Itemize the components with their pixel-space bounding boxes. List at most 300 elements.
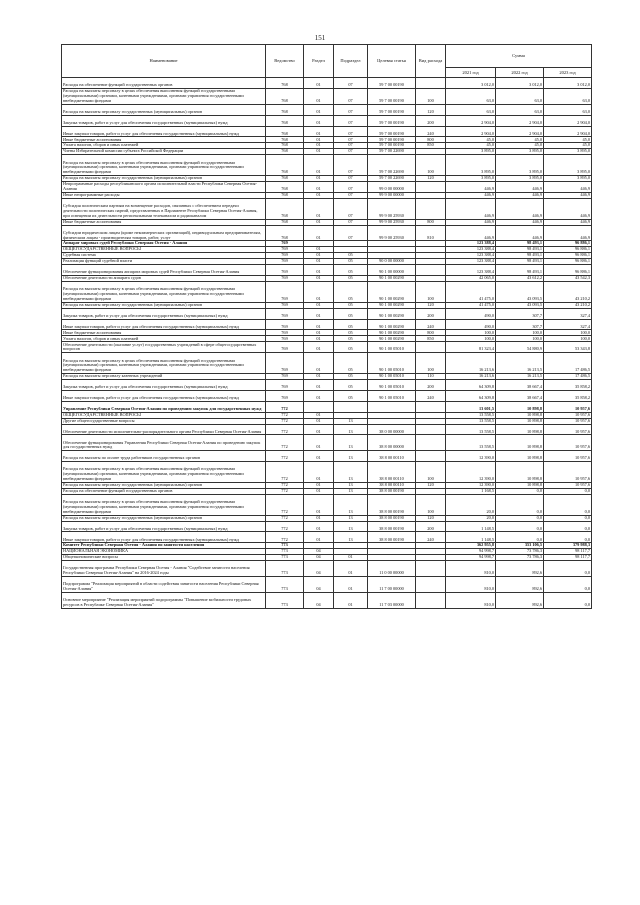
row-ministry: 769 xyxy=(266,265,304,276)
row-expense-type xyxy=(416,198,446,219)
row-subsection: 05 xyxy=(334,281,368,302)
row-expense-type: 100 xyxy=(416,155,446,176)
row-sum-2023: 100,0 xyxy=(544,330,592,336)
row-sum-2022: 0,0 xyxy=(496,494,544,515)
row-section: 01 xyxy=(304,181,334,192)
row-name: Расходы на выплаты персоналу в целях обеспечения выполнения функций государственными (муниципальными) органами, казенными учреждениями, органами управления государственными внебюджетными фондами xyxy=(62,462,266,483)
row-ministry: 769 xyxy=(266,336,304,342)
row-sum-2022: 43 093,5 xyxy=(496,281,544,302)
row-name: Комитет Республики Северная Осетия - Алания по занятости населения xyxy=(62,543,266,549)
row-ministry: 768 xyxy=(266,115,304,126)
table-row xyxy=(62,308,592,319)
row-expense-type xyxy=(416,342,446,353)
row-expense-type: 100 xyxy=(416,88,446,104)
row-name: Субсидии юридическим лицам (кроме некоммерческих организаций), индивидуальным предпринимателям, физическим лицам - производителям товаров, работ, услуг xyxy=(62,225,266,241)
row-name: Расходы на выплаты персоналу государственных (муниципальных) органов xyxy=(62,482,266,488)
row-subsection: 05 xyxy=(334,308,368,319)
row-expense-type xyxy=(416,401,446,412)
row-subsection: 13 xyxy=(334,494,368,515)
row-name: Иные закупки товаров, работ и услуг для обеспечения государственных (муниципальных) нужд xyxy=(62,390,266,401)
row-section: 01 xyxy=(304,353,334,374)
row-sum-2022: 353 106,5 xyxy=(496,543,544,549)
row-name: Судебная система xyxy=(62,253,266,259)
row-sum-2021: 123 388,4 xyxy=(446,241,496,247)
row-target: 90 1 00 00290 xyxy=(368,330,416,336)
row-subsection: 13 xyxy=(334,418,368,424)
row-expense-type: 200 xyxy=(416,521,446,532)
table-row xyxy=(62,576,592,592)
row-ministry: 773 xyxy=(266,576,304,592)
row-sum-2021: 16 213,6 xyxy=(446,353,496,374)
row-ministry: 772 xyxy=(266,521,304,532)
row-section: 01 xyxy=(304,198,334,219)
row-ministry: 769 xyxy=(266,241,304,247)
row-sum-2022: 3 895,0 xyxy=(496,155,544,176)
table-row xyxy=(62,592,592,608)
row-name: Иные бюджетные ассигнования xyxy=(62,330,266,336)
row-subsection: 07 xyxy=(334,149,368,155)
row-section: 01 xyxy=(304,78,334,89)
row-sum-2021: 1 168,5 xyxy=(446,488,496,494)
row-expense-type: 100 xyxy=(416,494,446,515)
row-target: 38 8 00 00110 xyxy=(368,482,416,488)
row-expense-type: 850 xyxy=(416,143,446,149)
row-sum-2021: 94 998,7 xyxy=(446,549,496,555)
row-target: 99 9 00 25930 xyxy=(368,219,416,225)
row-ministry: 768 xyxy=(266,198,304,219)
row-section: 01 xyxy=(304,374,334,380)
table-row xyxy=(62,342,592,353)
row-sum-2023: 0,0 xyxy=(544,592,592,608)
row-sum-2023: 10 957,6 xyxy=(544,462,592,483)
row-subsection: 07 xyxy=(334,137,368,143)
row-section: 04 xyxy=(304,561,334,577)
row-target: 99 9 00 25930 xyxy=(368,198,416,219)
row-ministry: 772 xyxy=(266,401,304,412)
row-expense-type: 120 xyxy=(416,482,446,488)
row-subsection: 13 xyxy=(334,515,368,521)
row-name: Обеспечение деятельности аппарата судов xyxy=(62,276,266,282)
row-sum-2021: 123 388,4 xyxy=(446,247,496,253)
row-section: 01 xyxy=(304,137,334,143)
row-sum-2021: 490,0 xyxy=(446,319,496,330)
header-expense-type: Вид расхода xyxy=(416,45,446,78)
row-sum-2022: 2 904,0 xyxy=(496,126,544,137)
row-expense-type: 100 xyxy=(416,353,446,374)
budget-table xyxy=(61,44,592,609)
row-subsection: 05 xyxy=(334,353,368,374)
row-sum-2023: 10 957,6 xyxy=(544,451,592,462)
row-expense-type xyxy=(416,561,446,577)
row-ministry: 768 xyxy=(266,176,304,182)
row-name: Непрограммные расходы республиканского органа исполнительной власти Республики Северная Осетия-Алания xyxy=(62,181,266,192)
row-sum-2022: 100,0 xyxy=(496,330,544,336)
row-sum-2022: 45,0 xyxy=(496,137,544,143)
row-ministry: 768 xyxy=(266,104,304,115)
row-expense-type: 200 xyxy=(416,379,446,390)
row-target: 59 7 00 00190 xyxy=(368,78,416,89)
table-row xyxy=(62,435,592,451)
row-sum-2021: 63,0 xyxy=(446,104,496,115)
row-sum-2021: 446,9 xyxy=(446,192,496,198)
table-row xyxy=(62,319,592,330)
row-ministry: 768 xyxy=(266,219,304,225)
row-sum-2021: 81 323,4 xyxy=(446,342,496,353)
table-row xyxy=(62,353,592,374)
row-expense-type xyxy=(416,576,446,592)
row-section: 01 xyxy=(304,379,334,390)
row-target: 90 1 00 00290 xyxy=(368,276,416,282)
table-row xyxy=(62,462,592,483)
row-expense-type: 120 xyxy=(416,302,446,308)
row-sum-2023: 3 895,0 xyxy=(544,176,592,182)
row-sum-2022: 98 493,1 xyxy=(496,253,544,259)
table-row xyxy=(62,401,592,412)
row-subsection: 07 xyxy=(334,219,368,225)
row-sum-2021: 1 148,5 xyxy=(446,521,496,532)
row-subsection: 13 xyxy=(334,451,368,462)
row-name: Субсидия политическим партиям на возмещение расходов, связанных с обеспечением передачи деятельности политических партий, представленных в Парламенте Республики Северная Осетия-Алания, при освещении их деятельности региональными телеканалом и радиоканалом xyxy=(62,198,266,219)
row-sum-2022: 3 012,0 xyxy=(496,78,544,89)
row-subsection: 01 xyxy=(334,576,368,592)
row-target: 90 1 00 00290 xyxy=(368,319,416,330)
row-ministry: 773 xyxy=(266,549,304,555)
row-section: 01 xyxy=(304,276,334,282)
row-section: 01 xyxy=(304,143,334,149)
row-target: 11 7 00 00000 xyxy=(368,576,416,592)
row-section: 01 xyxy=(304,259,334,265)
table-row xyxy=(62,88,592,104)
row-name: ОБЩЕГОСУДАРСТВЕННЫЕ ВОПРОСЫ xyxy=(62,247,266,253)
row-ministry: 769 xyxy=(266,259,304,265)
row-name: Иные непрограммные расходы xyxy=(62,192,266,198)
row-sum-2022: 3 895,0 xyxy=(496,176,544,182)
row-target: 38 8 00 00110 xyxy=(368,451,416,462)
table-row xyxy=(62,451,592,462)
row-sum-2021: 41 475,0 xyxy=(446,281,496,302)
row-name: Закупка товаров, работ и услуг для обеспечения государственных (муниципальных) нужд xyxy=(62,379,266,390)
row-sum-2023: 43 210,2 xyxy=(544,302,592,308)
row-section: 01 xyxy=(304,176,334,182)
row-target: 59 7 00 00190 xyxy=(368,88,416,104)
row-ministry: 773 xyxy=(266,592,304,608)
row-sum-2022: 0,0 xyxy=(496,521,544,532)
table-row xyxy=(62,115,592,126)
row-sum-2021: 13 558,5 xyxy=(446,435,496,451)
row-subsection: 05 xyxy=(334,253,368,259)
row-target: 90 0 00 00000 xyxy=(368,259,416,265)
row-sum-2022: 2 904,0 xyxy=(496,115,544,126)
row-target: 38 0 00 00000 xyxy=(368,424,416,435)
row-ministry: 769 xyxy=(266,379,304,390)
row-subsection: 07 xyxy=(334,192,368,198)
row-section: 04 xyxy=(304,555,334,561)
row-ministry: 768 xyxy=(266,192,304,198)
row-sum-2023: 43 210,2 xyxy=(544,281,592,302)
row-ministry: 769 xyxy=(266,253,304,259)
row-ministry: 768 xyxy=(266,78,304,89)
row-ministry: 769 xyxy=(266,374,304,380)
row-ministry: 772 xyxy=(266,424,304,435)
row-sum-2023: 17 486,5 xyxy=(544,353,592,374)
row-target: 90 1 00 00290 xyxy=(368,302,416,308)
row-name: Расходы на выплаты персоналу казенных учреждений xyxy=(62,374,266,380)
row-expense-type: 810 xyxy=(416,225,446,241)
row-subsection: 05 xyxy=(334,379,368,390)
row-expense-type: 120 xyxy=(416,104,446,115)
row-expense-type xyxy=(416,265,446,276)
row-target: 59 7 00 22690 xyxy=(368,176,416,182)
row-ministry: 769 xyxy=(266,330,304,336)
row-expense-type xyxy=(416,424,446,435)
row-target: 59 7 00 00190 xyxy=(368,126,416,137)
row-target: 38 8 00 00190 xyxy=(368,521,416,532)
row-sum-2021: 13 558,5 xyxy=(446,424,496,435)
row-subsection: 13 xyxy=(334,435,368,451)
row-sum-2021: 3 895,0 xyxy=(446,149,496,155)
row-subsection: 07 xyxy=(334,176,368,182)
row-subsection: 07 xyxy=(334,225,368,241)
header-target: Целевая статья xyxy=(368,45,416,78)
row-sum-2023: 446,9 xyxy=(544,225,592,241)
row-sum-2023: 3 895,0 xyxy=(544,155,592,176)
row-ministry: 769 xyxy=(266,308,304,319)
row-sum-2023: 53 343,8 xyxy=(544,342,592,353)
row-expense-type xyxy=(416,451,446,462)
row-ministry: 772 xyxy=(266,532,304,543)
table-row xyxy=(62,126,592,137)
row-ministry: 772 xyxy=(266,418,304,424)
row-subsection: 01 xyxy=(334,592,368,608)
row-sum-2021: 64 309,8 xyxy=(446,379,496,390)
row-sum-2021: 490,0 xyxy=(446,308,496,319)
row-sum-2023: 10 957,6 xyxy=(544,424,592,435)
row-sum-2023: 327,4 xyxy=(544,308,592,319)
table-row xyxy=(62,424,592,435)
row-sum-2023: 63,0 xyxy=(544,88,592,104)
row-sum-2021: 810,0 xyxy=(446,576,496,592)
row-sum-2021: 13 558,5 xyxy=(446,412,496,418)
table-body xyxy=(62,78,592,609)
header-year-2021: 2021 год xyxy=(446,68,496,78)
row-sum-2021: 41 475,0 xyxy=(446,302,496,308)
row-target: 11 0 00 00000 xyxy=(368,561,416,577)
row-target: 59 7 00 00190 xyxy=(368,143,416,149)
row-target: 38 8 00 00000 xyxy=(368,435,416,451)
row-sum-2023: 10 957,6 xyxy=(544,418,592,424)
row-name: НАЦИОНАЛЬНАЯ ЭКОНОМИКА xyxy=(62,549,266,555)
row-subsection: 13 xyxy=(334,482,368,488)
row-sum-2023: 10 957,6 xyxy=(544,435,592,451)
row-target: 38 8 00 00190 xyxy=(368,515,416,521)
row-section: 01 xyxy=(304,281,334,302)
row-name: Общеэкономические вопросы xyxy=(62,555,266,561)
row-target: 90 1 00 05010 xyxy=(368,390,416,401)
row-ministry: 769 xyxy=(266,353,304,374)
row-section: 01 xyxy=(304,247,334,253)
row-section: 01 xyxy=(304,336,334,342)
row-name: Иные бюджетные ассигнования xyxy=(62,137,266,143)
row-name: Государственная программа Республики Северная Осетия - Алания "Содействие занятости населения Республики Северная Осетия-Алания" на 2016-2024 годы xyxy=(62,561,266,577)
table-row xyxy=(62,104,592,115)
row-section: 01 xyxy=(304,330,334,336)
row-subsection: 07 xyxy=(334,143,368,149)
row-sum-2023: 0,0 xyxy=(544,515,592,521)
header-subsection: Подраздел xyxy=(334,45,368,78)
row-target: 90 1 00 05010 xyxy=(368,379,416,390)
row-sum-2021: 1 148,5 xyxy=(446,532,496,543)
row-subsection: 01 xyxy=(334,561,368,577)
row-target: 90 1 00 05010 xyxy=(368,353,416,374)
row-name: Реализация функций судебной власти xyxy=(62,259,266,265)
row-sum-2022: 63,0 xyxy=(496,88,544,104)
row-ministry: 769 xyxy=(266,302,304,308)
row-section: 01 xyxy=(304,149,334,155)
row-section: 01 xyxy=(304,155,334,176)
row-target: 90 1 00 05010 xyxy=(368,342,416,353)
row-ministry: 773 xyxy=(266,543,304,549)
row-expense-type: 200 xyxy=(416,308,446,319)
page-number: 151 xyxy=(314,34,326,42)
row-target: 99 9 00 00000 xyxy=(368,192,416,198)
row-target: 59 7 00 22690 xyxy=(368,155,416,176)
row-ministry: 772 xyxy=(266,435,304,451)
row-sum-2023: 98 117,7 xyxy=(544,555,592,561)
row-target: 38 8 00 00110 xyxy=(368,462,416,483)
row-name: Расходы на выплаты персоналу в целях обеспечения выполнения функций государственными (муниципальными) органами, казенными учреждениями, органами управления государственными внебюджетными фондами xyxy=(62,494,266,515)
row-sum-2022: 10 898,8 xyxy=(496,451,544,462)
table-row xyxy=(62,281,592,302)
table-row xyxy=(62,78,592,89)
row-sum-2021: 123 388,4 xyxy=(446,259,496,265)
row-sum-2022: 446,9 xyxy=(496,198,544,219)
row-name: Расходы на выплаты персоналу государственных (муниципальных) органов xyxy=(62,302,266,308)
row-sum-2021: 45,0 xyxy=(446,143,496,149)
row-subsection: 05 xyxy=(334,374,368,380)
row-section: 01 xyxy=(304,225,334,241)
header-year-2022: 2022 год xyxy=(496,68,544,78)
row-sum-2022: 10 898,8 xyxy=(496,462,544,483)
table-row xyxy=(62,494,592,515)
row-sum-2023: 45,0 xyxy=(544,143,592,149)
row-ministry: 772 xyxy=(266,488,304,494)
row-subsection: 05 xyxy=(334,330,368,336)
row-ministry: 769 xyxy=(266,281,304,302)
row-subsection: 07 xyxy=(334,88,368,104)
row-subsection: 05 xyxy=(334,319,368,330)
row-subsection: 07 xyxy=(334,78,368,89)
row-section: 01 xyxy=(304,451,334,462)
row-target xyxy=(368,401,416,412)
row-ministry: 769 xyxy=(266,247,304,253)
row-section: 01 xyxy=(304,482,334,488)
row-expense-type: 240 xyxy=(416,319,446,330)
row-target: 99 9 00 25930 xyxy=(368,225,416,241)
row-sum-2023: 43 542,3 xyxy=(544,276,592,282)
row-sum-2023: 96 886,1 xyxy=(544,259,592,265)
row-subsection: 13 xyxy=(334,424,368,435)
row-sum-2021: 100,0 xyxy=(446,330,496,336)
row-subsection: 07 xyxy=(334,126,368,137)
row-subsection: 05 xyxy=(334,259,368,265)
row-sum-2022: 10 898,8 xyxy=(496,424,544,435)
row-ministry: 768 xyxy=(266,88,304,104)
row-name: Основное мероприятие "Реализация мероприятий подпрограммы "Повышение мобильности трудовых ресурсов в Республике Северная Осетия-Алания" xyxy=(62,592,266,608)
row-section: 01 xyxy=(304,435,334,451)
row-sum-2022: 446,9 xyxy=(496,192,544,198)
row-sum-2023: 2 904,0 xyxy=(544,126,592,137)
row-name: Расходы на выплаты персоналу в целях обеспечения выполнения функций государственными (муниципальными) органами, казенными учреждениями, органами управления государственными внебюджетными фондами xyxy=(62,281,266,302)
row-section: 01 xyxy=(304,488,334,494)
row-sum-2021: 64 309,8 xyxy=(446,390,496,401)
row-section: 01 xyxy=(304,418,334,424)
row-sum-2022: 10 898,8 xyxy=(496,482,544,488)
row-name: Члены Избирательной комиссии субъекта Российской Федерации xyxy=(62,149,266,155)
row-ministry: 773 xyxy=(266,555,304,561)
row-sum-2022: 98 493,1 xyxy=(496,247,544,253)
row-sum-2022: 16 213,5 xyxy=(496,374,544,380)
row-sum-2023: 0,0 xyxy=(544,576,592,592)
row-sum-2022: 307,7 xyxy=(496,308,544,319)
row-target: 38 8 00 00190 xyxy=(368,532,416,543)
row-subsection: 05 xyxy=(334,342,368,353)
row-section: 01 xyxy=(304,390,334,401)
row-section: 01 xyxy=(304,462,334,483)
row-expense-type: 850 xyxy=(416,336,446,342)
row-ministry: 769 xyxy=(266,390,304,401)
row-sum-2021: 362 955,8 xyxy=(446,543,496,549)
row-name: Расходы на выплаты персоналу государственных (муниципальных) органов xyxy=(62,104,266,115)
row-sum-2021: 446,9 xyxy=(446,181,496,192)
row-expense-type: 240 xyxy=(416,390,446,401)
row-ministry: 772 xyxy=(266,451,304,462)
row-sum-2023: 446,9 xyxy=(544,181,592,192)
row-sum-2022: 45,0 xyxy=(496,143,544,149)
row-target: 59 7 00 00190 xyxy=(368,104,416,115)
row-sum-2023: 17 486,5 xyxy=(544,374,592,380)
row-sum-2023: 0,0 xyxy=(544,532,592,543)
row-subsection: 13 xyxy=(334,462,368,483)
row-sum-2022: 98 493,1 xyxy=(496,265,544,276)
row-name: Закупка товаров, работ и услуг для обеспечения государственных (муниципальных) нужд xyxy=(62,115,266,126)
row-name: Обеспечение функционирования Управления Республики Северная Осетия-Алания по проведению закупок для государственных нужд xyxy=(62,435,266,451)
table-row xyxy=(62,198,592,219)
row-sum-2021: 3 895,0 xyxy=(446,176,496,182)
table-row xyxy=(62,155,592,176)
row-target: 90 1 00 00290 xyxy=(368,336,416,342)
row-ministry: 769 xyxy=(266,319,304,330)
row-target: 11 7 03 00000 xyxy=(368,592,416,608)
row-subsection: 13 xyxy=(334,488,368,494)
row-sum-2023: 96 886,1 xyxy=(544,247,592,253)
row-expense-type: 800 xyxy=(416,330,446,336)
row-sum-2022: 98 493,1 xyxy=(496,259,544,265)
row-expense-type: 240 xyxy=(416,126,446,137)
row-sum-2022: 892,6 xyxy=(496,561,544,577)
row-sum-2022: 98 493,1 xyxy=(496,241,544,247)
row-sum-2022: 307,7 xyxy=(496,319,544,330)
row-name: Расходы на обеспечение функций государственных органов xyxy=(62,488,266,494)
row-name: Расходы на выплаты персоналу государственных (муниципальных) органов xyxy=(62,176,266,182)
row-name: Иные закупки товаров, работ и услуг для обеспечения государственных (муниципальных) нужд xyxy=(62,319,266,330)
row-ministry: 768 xyxy=(266,181,304,192)
header-section: Раздел xyxy=(304,45,334,78)
row-sum-2022: 892,6 xyxy=(496,576,544,592)
row-subsection: 07 xyxy=(334,104,368,115)
row-sum-2023: 446,9 xyxy=(544,219,592,225)
row-name: Закупка товаров, работ и услуг для обеспечения государственных (муниципальных) нужд xyxy=(62,521,266,532)
row-section: 01 xyxy=(304,253,334,259)
